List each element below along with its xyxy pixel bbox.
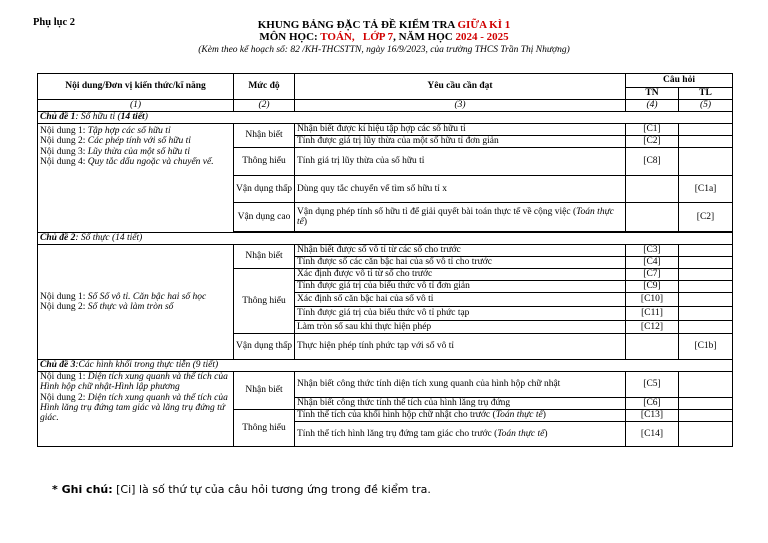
header-requirement: Yêu cầu cần đạt [295,74,626,100]
col-number: (1) [38,100,234,112]
requirement-cell: Tính được giá trị của biểu thức vô tỉ phức tạp [295,307,626,321]
content-item: Nội dung 1: Tập hợp các số hữu tỉ [40,126,171,136]
tl-cell [679,307,733,321]
subject-line [0,31,768,43]
tn-cell [626,176,679,203]
tl-cell [679,281,733,293]
tn-cell: [C14] [626,422,679,447]
requirement-cell: Tính được giá trị lũy thừa của một số hữu tỉ đơn giản [295,136,626,148]
footnote: * Ghi chú: [Ci] là số thứ tự của câu hỏi tương ứng trong đề kiểm tra. [52,483,431,496]
requirement-cell: Thực hiện phép tính phức tạp với số vô tỉ [295,334,626,360]
tn-cell: [C7] [626,269,679,281]
tn-cell: [C6] [626,398,679,410]
topic-1-contents [38,124,234,233]
content-item: Nội dung 3: Lũy thừa của một số hữu tỉ [40,146,190,157]
requirement-cell: Tính thể tích của khối hình hộp chữ nhật cho trước (Toán thực tế) [295,410,626,422]
level-cell: Vận dụng cao [234,203,295,232]
content-item: Nội dung 2: Diện tích xung quanh và thể tích của Hình lăng trụ đứng tam giác và lăng trụ đứng tứ giác. [40,392,228,423]
topic-2-heading: Chủ đề 2: Số thực (14 tiết) [38,233,733,245]
requirement-cell: Tính được số các căn bậc hai của số vô tỉ cho trước [295,257,626,269]
tl-cell [679,245,733,257]
tn-cell: [C2] [626,136,679,148]
tn-cell: [C3] [626,245,679,257]
tn-cell: [C8] [626,148,679,176]
level-cell: Thông hiểu [234,410,295,447]
tl-cell [679,124,733,136]
tn-cell: [C13] [626,410,679,422]
requirement-cell: Nhận biết được số vô tỉ từ các số cho trước [295,245,626,257]
tl-cell: [C1a] [679,176,733,203]
header-tn: TN [626,88,679,100]
content-item: Nội dung 2: Số thực và làm tròn số [40,302,174,312]
col-number: (4) [626,100,679,112]
tl-cell [679,321,733,334]
level-cell: Nhận biết [234,245,295,269]
title-main: KHUNG BẢNG ĐẶC TẢ ĐỀ KIỂM TRA [257,19,458,31]
level-cell: Vận dụng thấp [234,176,295,203]
year-label: , NĂM HỌC [393,31,456,43]
requirement-cell: Nhận biết được kí hiệu tập hợp các số hữu tỉ [295,124,626,136]
header-content: Nội dung/Đơn vị kiến thức/kĩ năng [38,74,234,100]
tn-cell [626,203,679,232]
level-cell: Thông hiểu [234,269,295,334]
topic-2-contents [38,245,234,360]
topic-3-contents [38,372,234,447]
content-item: Nội dung 4: Quy tắc dấu ngoặc và chuyển vế. [40,156,214,167]
tl-cell [679,269,733,281]
year-value: 2024 - 2025 [455,31,509,43]
content-item: Nội dung 1: Diện tích xung quanh và thể tích của Hình hộp chữ nhật-Hình lập phương [40,372,228,393]
col-number: (5) [679,100,733,112]
tl-cell: [C1b] [679,334,733,360]
tn-cell: [C11] [626,307,679,321]
header-tl: TL [679,88,733,100]
tn-cell: [C10] [626,293,679,307]
tl-cell [679,257,733,269]
tn-cell: [C5] [626,372,679,398]
spec-table [37,73,733,447]
tl-cell [679,293,733,307]
tl-cell [679,398,733,410]
tn-cell: [C9] [626,281,679,293]
tl-cell [679,422,733,447]
topic-3-heading: Chủ đề 3:Các hình khối trong thực tiễn (9 tiết) [38,360,733,372]
grade-label: LỚP 7 [362,31,394,43]
col-number: (3) [295,100,626,112]
subject-label: MÔN HỌC: [259,31,321,43]
content-item: Nội dung 1: Số Số vô tỉ. Căn bậc hai số học [40,291,207,302]
plan-reference: (Kèm theo kế hoạch số: 82 /KH-THCSTTN, ngày 16/9/2023, của trường THCS Trần Thị Nhượng) [198,45,570,55]
document-title [0,19,768,31]
level-cell: Vận dụng thấp [234,334,295,360]
tl-cell [679,372,733,398]
requirement-cell: Dùng quy tắc chuyển vế tìm số hữu tỉ x [295,176,626,203]
requirement-cell: Xác định số căn bậc hai của số vô tỉ [295,293,626,307]
tl-cell [679,148,733,176]
tl-cell [679,136,733,148]
requirement-cell: Tính giá trị lũy thừa của số hữu tỉ [295,148,626,176]
subject-value: TOÁN, [320,31,355,43]
header-level: Mức độ [234,74,295,100]
tn-cell: [C4] [626,257,679,269]
requirement-cell: Tính được giá trị của biểu thức vô tỉ đơn giản [295,281,626,293]
level-cell: Nhận biết [234,372,295,410]
tl-cell [679,410,733,422]
tn-cell: [C12] [626,321,679,334]
requirement-cell: Làm tròn số sau khi thực hiện phép [295,321,626,334]
requirement-cell: Nhận biết công thức tính diện tích xung quanh của hình hộp chữ nhật [295,372,626,398]
content-item: Nội dung 2: Các phép tính với số hữu tỉ [40,136,191,147]
requirement-cell: Xác định được vô tỉ từ số cho trước [295,269,626,281]
tl-cell: [C2] [679,203,733,232]
level-cell: Nhận biết [234,124,295,148]
appendix-label: Phụ lục 2 [33,17,76,28]
requirement-cell: Vận dụng phép tính số hữu tỉ để giải quyết bài toán thực tế về cộng việc (Toán thực tế) [295,203,626,232]
requirement-cell: Nhận biết công thức tính thể tích của hình lăng trụ đứng [295,398,626,410]
col-number: (2) [234,100,295,112]
header-questions: Câu hỏi [626,74,733,88]
title-exam-period: GIỮA KÌ 1 [457,19,511,31]
level-cell: Thông hiểu [234,148,295,176]
tn-cell: [C1] [626,124,679,136]
requirement-cell: Tính thể tích hình lăng trụ đứng tam giác cho trước (Toán thực tế) [295,422,626,447]
tn-cell [626,334,679,360]
topic-1-heading: Chủ đề 1: Số hữu tỉ (14 tiết) [38,112,733,124]
